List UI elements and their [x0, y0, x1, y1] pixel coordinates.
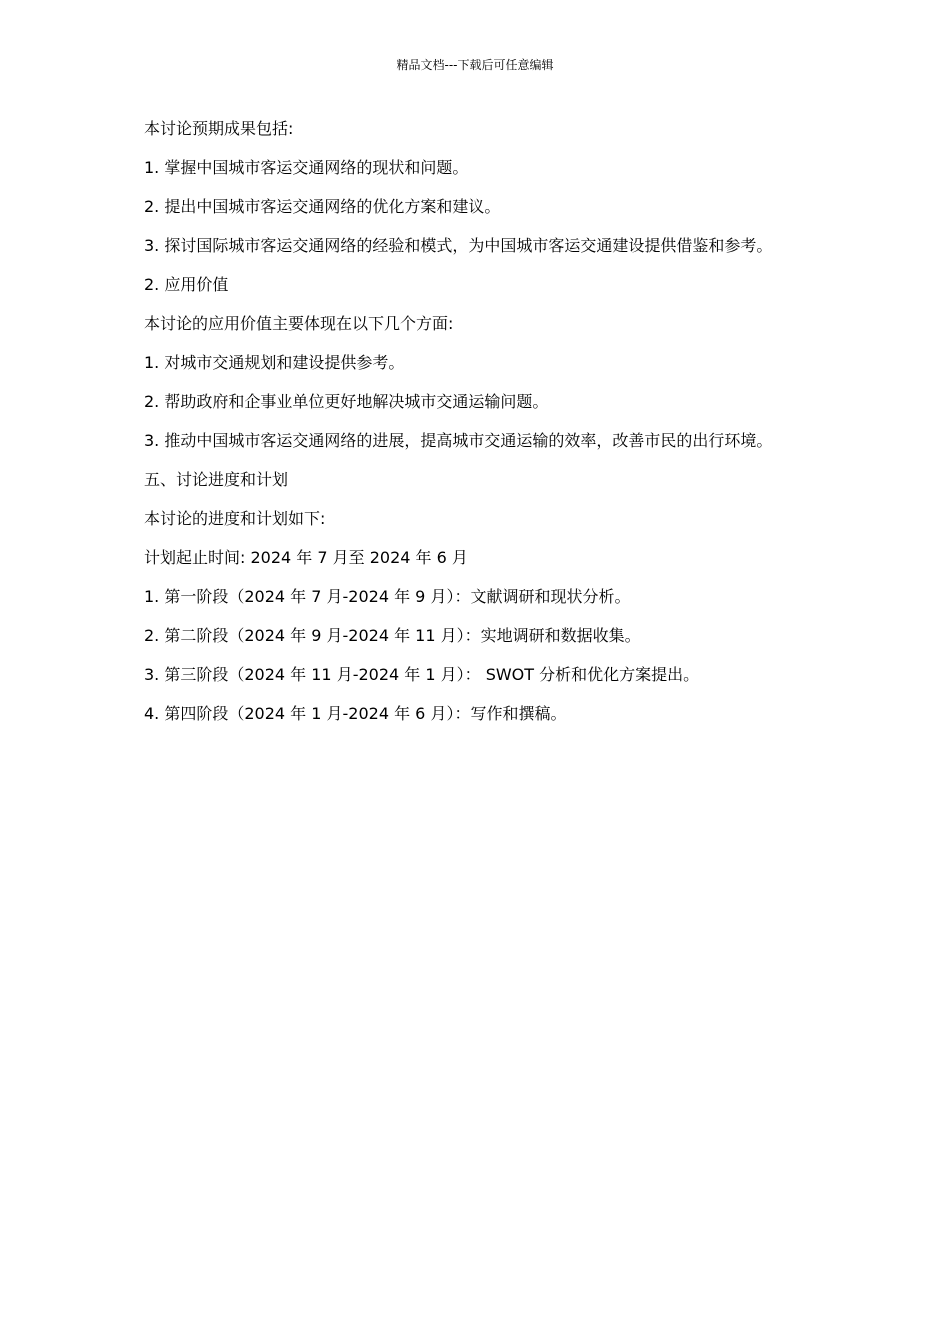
paragraph-phase-4: 4. 第四阶段（2024 年 1 月-2024 年 6 月）：写作和撰稿。	[144, 704, 567, 723]
paragraph-outcome-2: 2. 提出中国城市客运交通网络的优化方案和建议。	[144, 197, 501, 216]
page-header: 精品文档---下载后可任意编辑	[396, 58, 554, 72]
paragraph-value-intro: 本讨论的应用价值主要体现在以下几个方面:	[144, 314, 454, 333]
paragraph-outcome-1: 1. 掌握中国城市客运交通网络的现状和问题。	[144, 158, 469, 177]
paragraph-value-2: 2. 帮助政府和企事业单位更好地解决城市交通运输问题。	[144, 392, 549, 411]
section-heading-schedule: 五、讨论进度和计划	[144, 470, 289, 489]
paragraph-outcome-3: 3. 探讨国际城市客运交通网络的经验和模式，为中国城市客运交通建设提供借鉴和参考。	[144, 236, 773, 255]
paragraph-phase-2: 2. 第二阶段（2024 年 9 月-2024 年 11 月）：实地调研和数据收集。	[144, 626, 641, 645]
paragraph-outcomes-intro: 本讨论预期成果包括:	[144, 119, 294, 138]
section-heading-application-value: 2. 应用价值	[144, 275, 229, 294]
paragraph-schedule-period: 计划起止时间: 2024 年 7 月至 2024 年 6 月	[144, 548, 468, 567]
paragraph-phase-1: 1. 第一阶段（2024 年 7 月-2024 年 9 月）：文献调研和现状分析。	[144, 587, 631, 606]
document-body	[144, 117, 804, 741]
paragraph-schedule-intro: 本讨论的进度和计划如下:	[144, 509, 326, 528]
paragraph-value-1: 1. 对城市交通规划和建设提供参考。	[144, 353, 405, 372]
paragraph-value-3: 3. 推动中国城市客运交通网络的进展，提高城市交通运输的效率，改善市民的出行环境。	[144, 431, 773, 450]
paragraph-phase-3: 3. 第三阶段（2024 年 11 月-2024 年 1 月）： SWOT 分析和优化方案提出。	[144, 665, 700, 684]
